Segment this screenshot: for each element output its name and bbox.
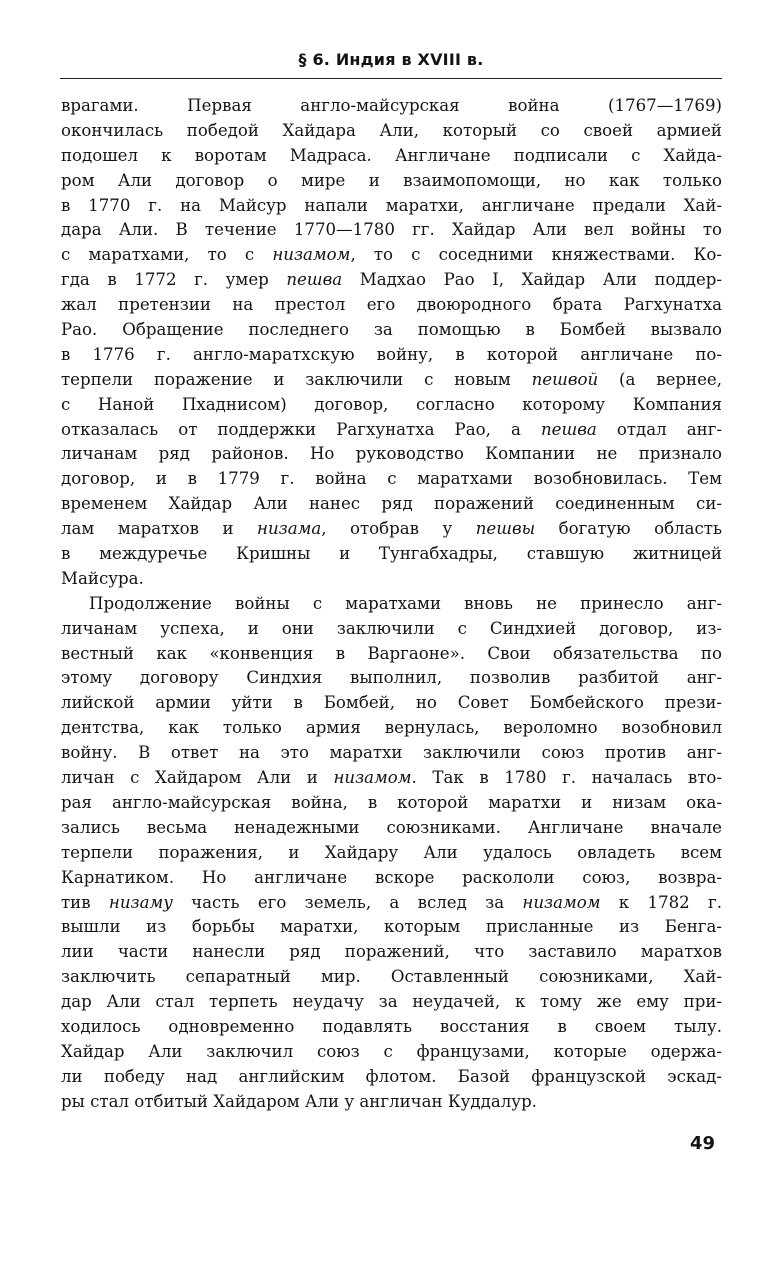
text-line	[61, 691, 722, 716]
text-run: дара Али. В течение 1770—1780 гг. Хайдар Али вел войны то	[61, 220, 722, 240]
text-line	[61, 915, 722, 940]
text-line	[61, 393, 722, 418]
text-run: дентства, как только армия вернулась, вероломно возобновил	[61, 718, 722, 738]
text-line	[61, 741, 722, 766]
text-run: врагами. Первая англо-майсурская война (1767—1769)	[61, 96, 722, 115]
text-line	[61, 94, 722, 119]
text-line	[61, 1090, 722, 1115]
text-line	[61, 716, 722, 741]
text-line	[61, 119, 722, 144]
italic-term: низама	[257, 519, 322, 539]
text-line	[61, 343, 722, 368]
text-line	[61, 1015, 722, 1040]
text-line	[61, 1065, 722, 1090]
running-header-title: § 6. Индия в XVIII в.	[298, 50, 484, 69]
text-run: ром Али договор о мире и взаимопомощи, но как только	[61, 170, 722, 190]
text-run: лам маратхов и	[61, 519, 258, 539]
text-run: личанам успеха, и они заключили с Синдхией договор, из-	[61, 618, 722, 638]
text-run: ры стал отбитый Хайдаром Али у англичан Куддалур.	[61, 1091, 537, 1111]
text-line	[61, 517, 722, 542]
paragraph	[61, 592, 722, 1115]
text-line	[61, 866, 722, 891]
paragraph	[61, 94, 722, 592]
text-line	[61, 791, 722, 816]
text-run: Карнатиком. Но англичане вскоре раскололи союз, возвра-	[61, 867, 722, 887]
text-line	[61, 318, 722, 343]
text-line	[61, 467, 722, 492]
text-run: Мадхао Рао I, Хайдар Али поддер-	[342, 270, 722, 290]
text-run: в междуречье Кришны и Тунгабхадры, ставшую житницей	[61, 544, 722, 564]
text-run: дар Али стал терпеть неудачу за неудачей, к тому же ему при-	[61, 992, 722, 1012]
text-line	[61, 268, 722, 293]
text-run: лийской армии уйти в Бомбей, но Совет Бомбейского прези-	[61, 693, 722, 713]
text-run: личан с Хайдаром Али и	[61, 768, 334, 788]
text-line	[61, 891, 722, 916]
running-header	[60, 46, 722, 79]
text-run: в 1776 г. англо-маратхскую войну, в которой англичане по-	[61, 344, 722, 364]
text-run: богатую область	[535, 519, 722, 539]
text-run: вестный как «конвенция в Варгаоне». Свои обязательства по	[61, 643, 722, 663]
text-line	[61, 642, 722, 667]
text-line	[61, 243, 722, 268]
text-run: этому договору Синдхия выполнил, позволив разбитой анг-	[61, 668, 722, 688]
text-run: договор, и в 1779 г. война с маратхами возобновилась. Тем	[61, 469, 722, 489]
text-run: войну. В ответ на это маратхи заключили союз против анг-	[61, 743, 722, 763]
text-line	[61, 169, 722, 194]
text-run: отказалась от поддержки Рагхунатха Рао, а	[61, 419, 541, 439]
text-line	[61, 816, 722, 841]
text-line	[61, 218, 722, 243]
italic-term: пешва	[286, 270, 343, 290]
text-line	[61, 940, 722, 965]
text-line	[61, 1040, 722, 1065]
italic-term: низаму	[108, 892, 173, 912]
page-number: 49	[690, 1133, 716, 1154]
body-text	[61, 94, 722, 1115]
text-line	[61, 965, 722, 990]
text-run: отдал анг-	[596, 419, 723, 439]
text-run: ходилось одновременно подавлять восстания в своем тылу.	[61, 1016, 722, 1036]
text-run: (а вернее,	[598, 369, 722, 389]
text-line	[61, 144, 722, 169]
text-run: жал претензии на престол его двоюродного брата Рагхунатха	[61, 295, 722, 315]
text-run: с маратхами, то с	[61, 245, 273, 265]
text-run: временем Хайдар Али нанес ряд поражений соединенным си-	[61, 494, 722, 514]
italic-term: низамом	[522, 892, 601, 912]
text-line	[61, 567, 722, 592]
text-line	[61, 492, 722, 517]
text-line	[61, 293, 722, 318]
text-run: вышли из борьбы маратхи, которым присланные из Бенга-	[61, 917, 722, 937]
text-run: , отобрав у	[321, 519, 476, 539]
text-line	[61, 418, 722, 443]
italic-term: низамом	[333, 768, 412, 788]
text-run: в 1770 г. на Майсур напали маратхи, англичане предали Хай-	[61, 195, 722, 215]
text-run: терпели поражения, и Хайдару Али удалось овладеть всем	[61, 842, 722, 862]
text-line	[61, 592, 722, 617]
text-run: личанам ряд районов. Но руководство Компании не признало	[61, 444, 722, 464]
text-run: рая англо-майсурская война, в которой маратхи и низам ока-	[61, 792, 722, 812]
text-run: зались весьма ненадежными союзниками. Англичане вначале	[61, 817, 722, 837]
text-line	[61, 666, 722, 691]
italic-term: пешвы	[475, 519, 536, 539]
text-run: Хайдар Али заключил союз с французами, которые одержа-	[61, 1041, 722, 1061]
text-run: тив	[61, 892, 109, 912]
text-line	[61, 442, 722, 467]
text-run: часть его земель, а вслед за	[172, 892, 523, 912]
text-run: Продолжение войны с маратхами вновь не принесло анг-	[89, 593, 722, 613]
italic-term: низамом	[272, 245, 351, 265]
text-run: гда в 1772 г. умер	[61, 270, 287, 290]
text-line	[61, 542, 722, 567]
italic-term: пешва	[540, 419, 597, 439]
text-run: заключить сепаратный мир. Оставленный союзниками, Хай-	[61, 967, 722, 987]
text-run: терпели поражение и заключили с новым	[61, 369, 532, 389]
text-line	[61, 617, 722, 642]
text-run: лии части нанесли ряд поражений, что заставило маратхов	[61, 942, 722, 962]
text-run: , то с соседними княжествами. Ко-	[350, 245, 722, 265]
text-run: ли победу над английским флотом. Базой французской эскад-	[61, 1066, 722, 1086]
text-run: к 1782 г.	[600, 892, 722, 912]
text-run: . Так в 1780 г. началась вто-	[411, 768, 722, 788]
text-run: подошел к воротам Мадраса. Англичане подписали с Хайда-	[61, 145, 722, 165]
text-run: окончилась победой Хайдара Али, который со своей армией	[61, 120, 722, 140]
text-line	[61, 368, 722, 393]
text-line	[61, 194, 722, 219]
text-line	[61, 841, 722, 866]
text-line	[61, 990, 722, 1015]
italic-term: пешвой	[531, 369, 599, 389]
text-line	[61, 766, 722, 791]
text-run: с Наной Пхаднисом) договор, согласно которому Компания	[61, 394, 722, 414]
text-run: Рао. Обращение последнего за помощью в Бомбей вызвало	[61, 320, 722, 340]
text-run: Майсура.	[61, 568, 144, 588]
